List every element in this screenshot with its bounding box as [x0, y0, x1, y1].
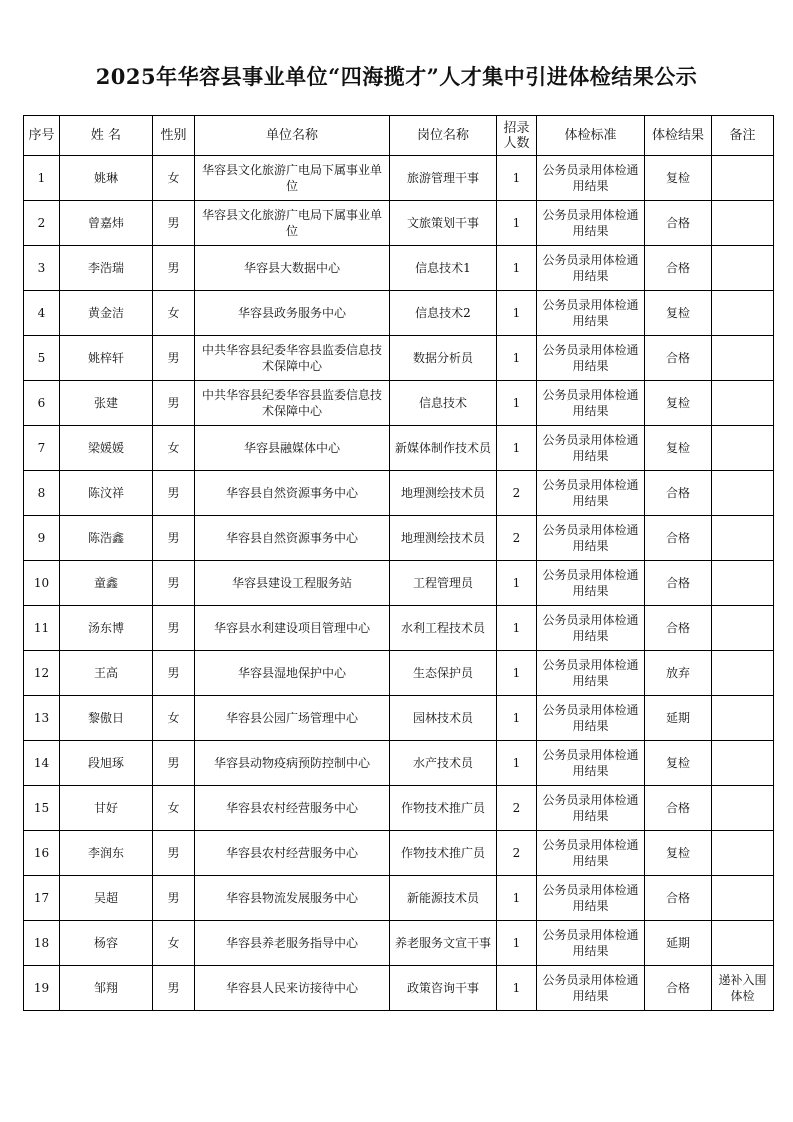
- cell-no: 4: [24, 291, 60, 336]
- cell-post: 水产技术员: [390, 741, 497, 786]
- cell-name: 陈汶祥: [60, 471, 153, 516]
- cell-result: 复检: [645, 741, 712, 786]
- table-row: [24, 156, 774, 201]
- cell-name: 杨容: [60, 921, 153, 966]
- cell-unit: 中共华容县纪委华容县监委信息技术保障中心: [195, 336, 390, 381]
- cell-count: 2: [497, 471, 537, 516]
- cell-no: 13: [24, 696, 60, 741]
- cell-result: 复检: [645, 381, 712, 426]
- table-row: [24, 651, 774, 696]
- cell-no: 14: [24, 741, 60, 786]
- cell-result: 合格: [645, 516, 712, 561]
- table-row: [24, 291, 774, 336]
- cell-gender: 男: [153, 651, 195, 696]
- table-row: [24, 201, 774, 246]
- cell-standard: 公务员录用体检通用结果: [537, 741, 645, 786]
- cell-standard: 公务员录用体检通用结果: [537, 471, 645, 516]
- cell-count: 1: [497, 741, 537, 786]
- cell-result: 复检: [645, 831, 712, 876]
- cell-no: 1: [24, 156, 60, 201]
- cell-gender: 男: [153, 561, 195, 606]
- cell-note: [712, 831, 774, 876]
- cell-name: 王高: [60, 651, 153, 696]
- cell-unit: 中共华容县纪委华容县监委信息技术保障中心: [195, 381, 390, 426]
- table-row: [24, 876, 774, 921]
- cell-gender: 女: [153, 786, 195, 831]
- cell-standard: 公务员录用体检通用结果: [537, 876, 645, 921]
- cell-note: [712, 246, 774, 291]
- cell-unit: 华容县政务服务中心: [195, 291, 390, 336]
- table-row: [24, 246, 774, 291]
- header-no: 序号: [24, 116, 60, 156]
- cell-note: [712, 336, 774, 381]
- header-result: 体检结果: [645, 116, 712, 156]
- cell-no: 5: [24, 336, 60, 381]
- cell-standard: 公务员录用体检通用结果: [537, 786, 645, 831]
- cell-name: 曾嘉炜: [60, 201, 153, 246]
- table-row: [24, 516, 774, 561]
- cell-name: 陈浩鑫: [60, 516, 153, 561]
- cell-count: 1: [497, 426, 537, 471]
- cell-note: [712, 606, 774, 651]
- cell-result: 合格: [645, 966, 712, 1011]
- cell-count: 1: [497, 561, 537, 606]
- cell-result: 合格: [645, 246, 712, 291]
- cell-note: [712, 471, 774, 516]
- cell-post: 地理测绘技术员: [390, 516, 497, 561]
- cell-post: 新媒体制作技术员: [390, 426, 497, 471]
- cell-name: 李浩瑞: [60, 246, 153, 291]
- cell-name: 黄金洁: [60, 291, 153, 336]
- cell-result: 合格: [645, 786, 712, 831]
- cell-unit: 华容县建设工程服务站: [195, 561, 390, 606]
- cell-unit: 华容县融媒体中心: [195, 426, 390, 471]
- cell-standard: 公务员录用体检通用结果: [537, 921, 645, 966]
- table-body: [24, 156, 774, 1011]
- header-name: 姓 名: [60, 116, 153, 156]
- result-table: [23, 115, 774, 1011]
- cell-name: 童鑫: [60, 561, 153, 606]
- table-row: [24, 786, 774, 831]
- cell-gender: 男: [153, 246, 195, 291]
- cell-gender: 女: [153, 426, 195, 471]
- cell-name: 梁媛媛: [60, 426, 153, 471]
- cell-name: 李润东: [60, 831, 153, 876]
- cell-note: [712, 876, 774, 921]
- cell-standard: 公务员录用体检通用结果: [537, 381, 645, 426]
- cell-post: 文旅策划干事: [390, 201, 497, 246]
- header-gender: 性别: [153, 116, 195, 156]
- cell-post: 养老服务文宣干事: [390, 921, 497, 966]
- table-row: [24, 741, 774, 786]
- cell-name: 吴超: [60, 876, 153, 921]
- cell-count: 2: [497, 786, 537, 831]
- cell-count: 1: [497, 201, 537, 246]
- cell-unit: 华容县湿地保护中心: [195, 651, 390, 696]
- cell-standard: 公务员录用体检通用结果: [537, 606, 645, 651]
- cell-standard: 公务员录用体检通用结果: [537, 426, 645, 471]
- cell-post: 作物技术推广员: [390, 831, 497, 876]
- table-row: [24, 696, 774, 741]
- cell-name: 张建: [60, 381, 153, 426]
- cell-gender: 男: [153, 516, 195, 561]
- cell-note: [712, 696, 774, 741]
- cell-post: 信息技术: [390, 381, 497, 426]
- cell-result: 合格: [645, 201, 712, 246]
- cell-post: 地理测绘技术员: [390, 471, 497, 516]
- cell-note: [712, 741, 774, 786]
- table-row: [24, 561, 774, 606]
- table-row: [24, 336, 774, 381]
- cell-unit: 华容县大数据中心: [195, 246, 390, 291]
- cell-standard: 公务员录用体检通用结果: [537, 966, 645, 1011]
- cell-result: 复检: [645, 291, 712, 336]
- cell-result: 复检: [645, 156, 712, 201]
- cell-name: 段旭琢: [60, 741, 153, 786]
- cell-count: 1: [497, 246, 537, 291]
- table-row: [24, 471, 774, 516]
- cell-count: 1: [497, 876, 537, 921]
- cell-gender: 女: [153, 696, 195, 741]
- cell-note: [712, 921, 774, 966]
- cell-gender: 女: [153, 921, 195, 966]
- cell-post: 信息技术2: [390, 291, 497, 336]
- cell-unit: 华容县动物疫病预防控制中心: [195, 741, 390, 786]
- cell-post: 新能源技术员: [390, 876, 497, 921]
- header-post: 岗位名称: [390, 116, 497, 156]
- cell-standard: 公务员录用体检通用结果: [537, 201, 645, 246]
- cell-standard: 公务员录用体检通用结果: [537, 561, 645, 606]
- cell-standard: 公务员录用体检通用结果: [537, 156, 645, 201]
- table-row: [24, 426, 774, 471]
- cell-note: [712, 156, 774, 201]
- cell-count: 2: [497, 831, 537, 876]
- cell-unit: 华容县水利建设项目管理中心: [195, 606, 390, 651]
- cell-count: 1: [497, 291, 537, 336]
- cell-standard: 公务员录用体检通用结果: [537, 651, 645, 696]
- cell-no: 8: [24, 471, 60, 516]
- cell-name: 汤东博: [60, 606, 153, 651]
- table-header-row: [24, 116, 774, 156]
- cell-name: 黎傲日: [60, 696, 153, 741]
- cell-note: [712, 561, 774, 606]
- table-row: [24, 831, 774, 876]
- cell-result: 延期: [645, 696, 712, 741]
- cell-unit: 华容县农村经营服务中心: [195, 831, 390, 876]
- cell-result: 合格: [645, 336, 712, 381]
- cell-standard: 公务员录用体检通用结果: [537, 516, 645, 561]
- cell-post: 数据分析员: [390, 336, 497, 381]
- cell-post: 作物技术推广员: [390, 786, 497, 831]
- cell-no: 2: [24, 201, 60, 246]
- cell-gender: 男: [153, 831, 195, 876]
- cell-gender: 男: [153, 741, 195, 786]
- cell-unit: 华容县自然资源事务中心: [195, 516, 390, 561]
- cell-result: 合格: [645, 561, 712, 606]
- header-standard: 体检标准: [537, 116, 645, 156]
- cell-gender: 男: [153, 471, 195, 516]
- cell-count: 1: [497, 336, 537, 381]
- cell-no: 9: [24, 516, 60, 561]
- cell-name: 姚琳: [60, 156, 153, 201]
- cell-no: 15: [24, 786, 60, 831]
- cell-result: 放弃: [645, 651, 712, 696]
- cell-no: 19: [24, 966, 60, 1011]
- table-row: [24, 606, 774, 651]
- cell-no: 10: [24, 561, 60, 606]
- cell-no: 17: [24, 876, 60, 921]
- cell-post: 水利工程技术员: [390, 606, 497, 651]
- header-count-line1: 招录: [503, 120, 530, 136]
- cell-gender: 女: [153, 291, 195, 336]
- table-row: [24, 921, 774, 966]
- cell-note: [712, 651, 774, 696]
- cell-no: 7: [24, 426, 60, 471]
- cell-standard: 公务员录用体检通用结果: [537, 831, 645, 876]
- page-title: 2025年华容县事业单位“四海揽才”人才集中引进体检结果公示: [95, 64, 698, 89]
- cell-gender: 男: [153, 966, 195, 1011]
- cell-post: 旅游管理干事: [390, 156, 497, 201]
- cell-post: 园林技术员: [390, 696, 497, 741]
- header-note: 备注: [712, 116, 774, 156]
- cell-gender: 男: [153, 381, 195, 426]
- cell-gender: 男: [153, 876, 195, 921]
- cell-unit: 华容县物流发展服务中心: [195, 876, 390, 921]
- cell-standard: 公务员录用体检通用结果: [537, 246, 645, 291]
- cell-count: 2: [497, 516, 537, 561]
- cell-unit: 华容县公园广场管理中心: [195, 696, 390, 741]
- cell-gender: 女: [153, 156, 195, 201]
- cell-post: 工程管理员: [390, 561, 497, 606]
- cell-note: [712, 291, 774, 336]
- cell-standard: 公务员录用体检通用结果: [537, 291, 645, 336]
- cell-standard: 公务员录用体检通用结果: [537, 696, 645, 741]
- cell-unit: 华容县人民来访接待中心: [195, 966, 390, 1011]
- cell-no: 18: [24, 921, 60, 966]
- cell-no: 16: [24, 831, 60, 876]
- cell-no: 12: [24, 651, 60, 696]
- cell-unit: 华容县自然资源事务中心: [195, 471, 390, 516]
- header-unit: 单位名称: [195, 116, 390, 156]
- cell-no: 3: [24, 246, 60, 291]
- cell-gender: 男: [153, 201, 195, 246]
- cell-post: 生态保护员: [390, 651, 497, 696]
- cell-result: 合格: [645, 606, 712, 651]
- cell-count: 1: [497, 381, 537, 426]
- header-count-line2: 人数: [503, 135, 530, 151]
- cell-result: 复检: [645, 426, 712, 471]
- cell-post: 信息技术1: [390, 246, 497, 291]
- cell-unit: 华容县文化旅游广电局下属事业单位: [195, 201, 390, 246]
- cell-name: 邹翔: [60, 966, 153, 1011]
- cell-gender: 男: [153, 336, 195, 381]
- cell-result: 合格: [645, 876, 712, 921]
- cell-count: 1: [497, 921, 537, 966]
- cell-gender: 男: [153, 606, 195, 651]
- cell-count: 1: [497, 156, 537, 201]
- cell-unit: 华容县文化旅游广电局下属事业单位: [195, 156, 390, 201]
- cell-note: [712, 426, 774, 471]
- cell-post: 政策咨询干事: [390, 966, 497, 1011]
- cell-note: [712, 786, 774, 831]
- cell-unit: 华容县农村经营服务中心: [195, 786, 390, 831]
- cell-no: 11: [24, 606, 60, 651]
- cell-count: 1: [497, 696, 537, 741]
- table-row: [24, 381, 774, 426]
- cell-note: 递补入围体检: [712, 966, 774, 1011]
- cell-no: 6: [24, 381, 60, 426]
- cell-unit: 华容县养老服务指导中心: [195, 921, 390, 966]
- cell-name: 姚梓轩: [60, 336, 153, 381]
- cell-count: 1: [497, 966, 537, 1011]
- cell-note: [712, 381, 774, 426]
- table-row: [24, 966, 774, 1011]
- cell-count: 1: [497, 651, 537, 696]
- cell-standard: 公务员录用体检通用结果: [537, 336, 645, 381]
- header-count: [497, 116, 537, 156]
- cell-note: [712, 516, 774, 561]
- cell-count: 1: [497, 606, 537, 651]
- cell-name: 甘好: [60, 786, 153, 831]
- cell-result: 延期: [645, 921, 712, 966]
- cell-result: 合格: [645, 471, 712, 516]
- cell-note: [712, 201, 774, 246]
